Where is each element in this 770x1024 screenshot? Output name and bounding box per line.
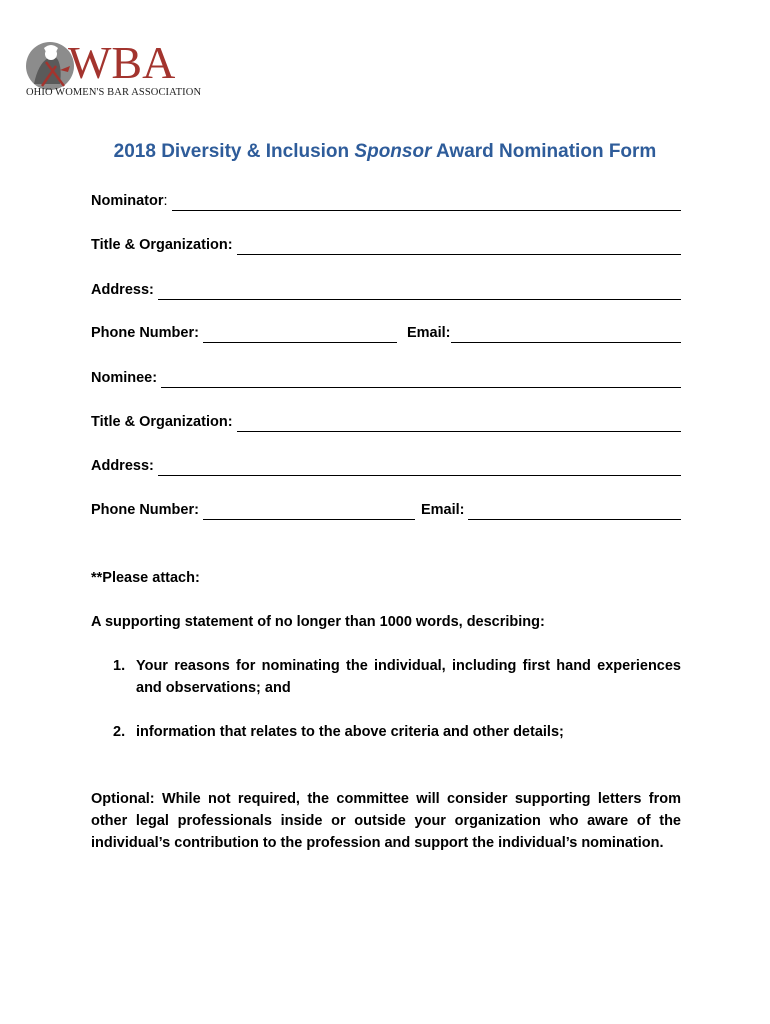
list-text: Your reasons for nominating the individual, including first hand experiences and observations; and — [136, 658, 681, 696]
nominee-address-input-line[interactable] — [158, 460, 681, 476]
phone-label: Phone Number: — [91, 502, 199, 518]
nominator-title-org-input-line[interactable] — [237, 239, 681, 255]
list-item — [113, 655, 681, 699]
optional-paragraph: Optional: While not required, the committee will consider supporting letters from other legal professionals inside or outside your organization who aware of the individual’s contribution to the profession and support the individual’s nomination. — [91, 791, 681, 851]
nominee-title-org-field — [91, 412, 681, 432]
logo-letters: WBA — [68, 37, 176, 88]
title-part1: 2018 Diversity & Inclusion — [113, 141, 355, 162]
nominee-input-line[interactable] — [161, 372, 681, 388]
nominee-title-org-input-line[interactable] — [237, 416, 681, 432]
title-emphasis: Sponsor — [354, 141, 432, 162]
nominee-email-input-line[interactable] — [468, 504, 681, 520]
attach-heading: **Please attach: — [91, 570, 200, 586]
nominee-phone-input-line[interactable] — [203, 504, 415, 520]
nominator-phone-email-field — [91, 323, 681, 343]
nominator-input-line[interactable] — [172, 195, 681, 211]
page-title — [0, 141, 770, 163]
nominee-label: Nominee: — [91, 370, 158, 386]
title-part2: Award Nomination Form — [431, 141, 657, 162]
supporting-statement: A supporting statement of no longer than 1000 words, describing: — [91, 614, 545, 630]
nominee-phone-email-field — [91, 500, 681, 520]
nominator-email-input-line[interactable] — [451, 327, 681, 343]
address-label: Address: — [91, 282, 154, 298]
list-item — [113, 721, 681, 743]
title-org-label: Title & Organization: — [91, 237, 233, 253]
phone-label: Phone Number: — [91, 325, 199, 341]
address-label: Address: — [91, 458, 154, 474]
email-label: Email: — [406, 325, 451, 341]
nominator-field — [91, 191, 681, 211]
logo-subtitle: OHIO WOMEN'S BAR ASSOCIATION — [26, 87, 202, 98]
nominator-title-org-field — [91, 235, 681, 255]
title-org-label: Title & Organization: — [91, 414, 233, 430]
nominee-field — [91, 368, 681, 388]
list-number: 1. — [113, 658, 126, 674]
email-label: Email: — [420, 502, 465, 518]
nominator-address-field — [91, 280, 681, 300]
nominator-address-input-line[interactable] — [158, 284, 681, 300]
nominee-address-field — [91, 456, 681, 476]
list-text: information that relates to the above criteria and other details; — [136, 724, 564, 740]
owba-logo — [24, 38, 204, 102]
nominator-label: Nominator: — [91, 193, 168, 209]
nominator-phone-input-line[interactable] — [203, 327, 397, 343]
list-number: 2. — [113, 724, 126, 740]
